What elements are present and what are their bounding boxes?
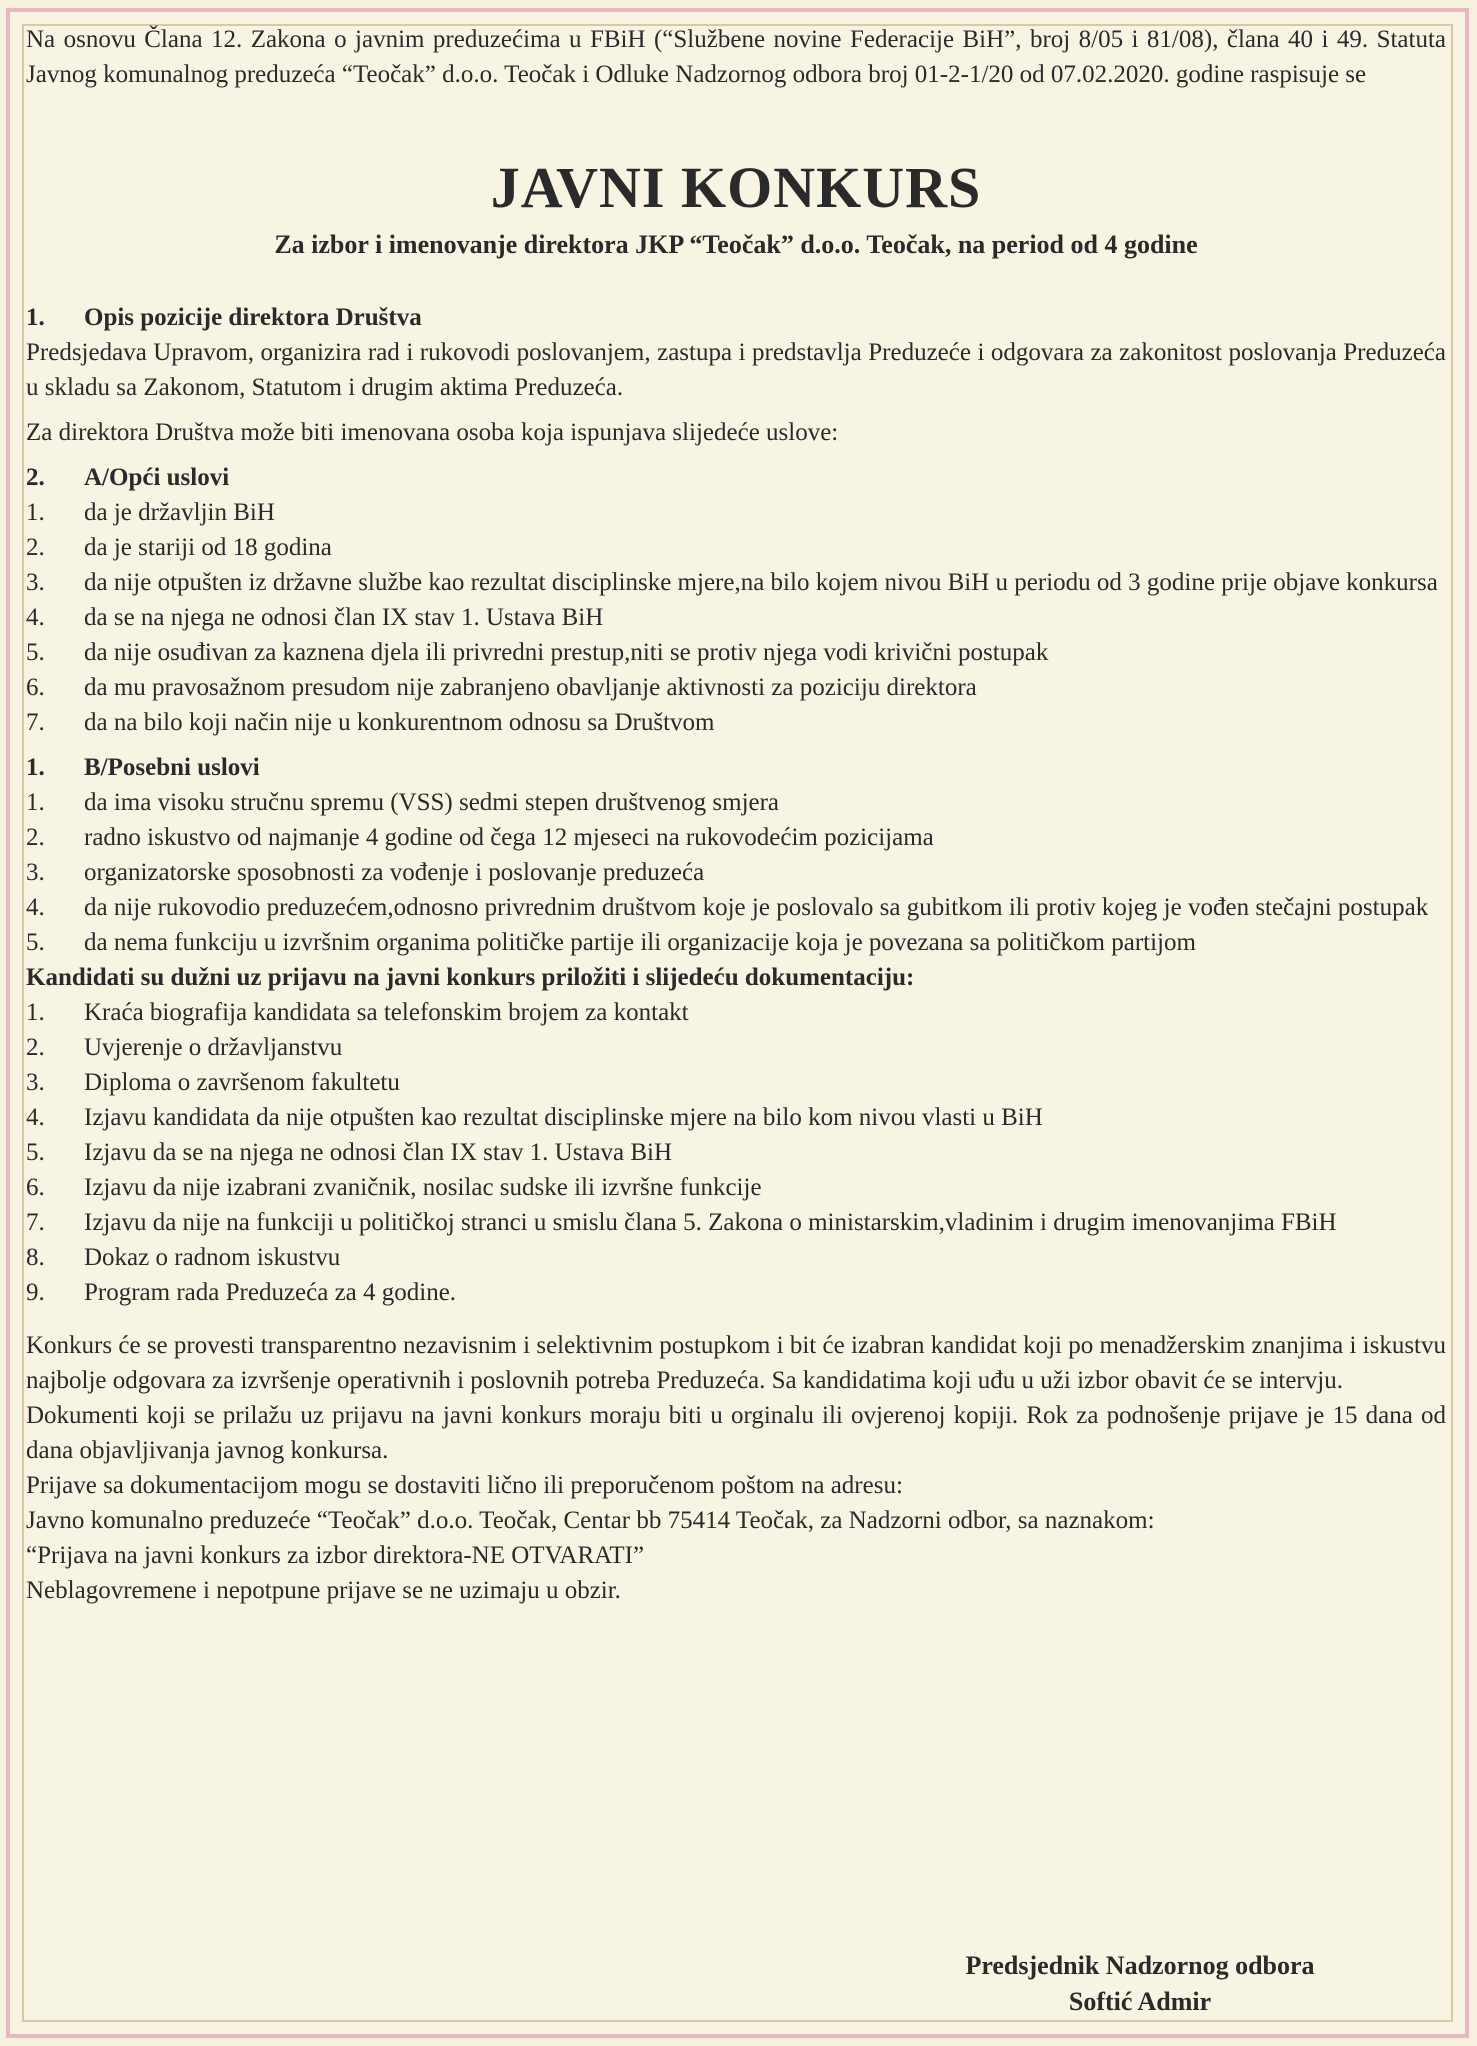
- list-item: 5. Izjavu da se na njega ne odnosi član IX stav 1. Ustava BiH: [26, 1139, 673, 1166]
- signature-role: Predsjednik Nadzornog odbora: [965, 1951, 1315, 1980]
- section-1-text: Predsjedava Upravom, organizira rad i rukovodi poslovanjem, zastupa i predstavlja Preduzeće i odgovara za zakonitost poslovanja Preduzeća u skladu sa Zakonom, Statutom i drugim aktima Preduzeća.: [26, 339, 1446, 401]
- closing-paragraph-2: Dokumenti koji se prilažu uz prijavu na javni konkurs moraju biti u orginalu ili ovjerenoj kopiji. Rok za podnošenje prijave je 15 dana od dana objavljivanja javnog konkursa.: [26, 1402, 1446, 1464]
- list-item: 4. da se na njega ne odnosi član IX stav 1. Ustava BiH: [26, 604, 604, 631]
- intro-paragraph: Na osnovu Člana 12. Zakona o javnim preduzećima u FBiH (“Službene novine Federacije BiH”, broj 8/05 i 81/08), člana 40 i 49. Statuta Javnog komunalnog preduzeća “Teočak” d.o.o. Teočak i Odluke Nadzornog odbora broj 01-2-1/20 od 07.02.2020. godine raspisuje se: [26, 26, 1446, 88]
- list-item: 3. da nije otpušten iz državne službe kao rezultat disciplinske mjere,na bilo kojem nivou BiH u periodu od 3 godine prije objave konkursa: [26, 569, 1438, 596]
- list-item: 1. Kraća biografija kandidata sa telefonskim brojem za kontakt: [26, 999, 689, 1026]
- list-item: 8. Dokaz o radnom iskustvu: [26, 1244, 341, 1271]
- document-body: [26, 22, 1446, 1608]
- list-item: 2. Uvjerenje o državljanstvu: [26, 1034, 343, 1061]
- documents-heading: Kandidati su dužni uz prijavu na javni konkurs priložiti i slijedeću dokumentaciju:: [26, 964, 915, 991]
- list-item: 4. Izjavu kandidata da nije otpušten kao rezultat disciplinske mjere na bilo kom nivou vlasti u BiH: [26, 1104, 1043, 1131]
- list-item: 9. Program rada Preduzeća za 4 godine.: [26, 1279, 457, 1306]
- documents-list: [26, 995, 1446, 1310]
- section-3-number: 1.: [26, 754, 45, 781]
- conditions-intro: Za direktora Društva može biti imenovana osoba koja ispunjava slijedeće uslove:: [26, 419, 839, 446]
- closing-block: [26, 1328, 1446, 1608]
- list-item: 6. da mu pravosažnom presudom nije zabranjeno obavljanje aktivnosti za poziciju direktora: [26, 674, 977, 701]
- signature-name: Softić Admir: [1068, 1987, 1212, 2016]
- list-item: 2. da je stariji od 18 godina: [26, 534, 332, 561]
- list-item: 3. organizatorske sposobnosti za vođenje i poslovanje preduzeća: [26, 859, 705, 886]
- section-2-heading: [26, 460, 1446, 495]
- section-1-heading: [26, 300, 1446, 335]
- section-3-heading: [26, 750, 1446, 785]
- general-conditions-list: [26, 495, 1446, 740]
- closing-paragraph-1: Konkurs će se provesti transparentno nezavisnim i selektivnim postupkom i bit će izabran kandidat koji po menadžerskim znanjima i iskustvu najbolje odgovara za izvršenje operativnih i poslovnih potreba Preduzeća. Sa kandidatima koji uđu u uži izbor obavit će se intervju.: [26, 1332, 1446, 1394]
- section-2-title: A/Opći uslovi: [84, 464, 230, 491]
- list-item: 2. radno iskustvo od najmanje 4 godine od čega 12 mjeseci na rukovodećim pozicijama: [26, 824, 934, 851]
- list-item: 5. da nije osuđivan za kaznena djela ili privredni prestup,niti se protiv njega vodi krivični postupak: [26, 639, 1049, 666]
- closing-paragraph-5: “Prijava na javni konkurs za izbor direktora-NE OTVARATI”: [26, 1542, 645, 1569]
- section-3-title: B/Posebni uslovi: [84, 754, 260, 781]
- list-item: 6. Izjavu da nije izabrani zvaničnik, nosilac sudske ili izvršne funkcije: [26, 1174, 762, 1201]
- list-item: 5. da nema funkciju u izvršnim organima političke partije ili organizacije koja je povezana sa političkom partijom: [26, 929, 1196, 956]
- section-1-title: Opis pozicije direktora Društva: [84, 304, 422, 331]
- special-conditions-list: [26, 785, 1446, 960]
- signature-block: [920, 1948, 1360, 2020]
- page-subtitle: Za izbor i imenovanje direktora JKP “Teočak” d.o.o. Teočak, na period od 4 godine: [274, 230, 1198, 259]
- list-item: 4. da nije rukovodio preduzećem,odnosno privrednim društvom koje je poslovalo sa gubitkom ili protiv kojeg je vođen stečajni postupak: [26, 894, 1429, 921]
- section-1-number: 1.: [26, 304, 45, 331]
- list-item: 3. Diploma o završenom fakultetu: [26, 1069, 400, 1096]
- list-item: 7. da na bilo koji način nije u konkurentnom odnosu sa Društvom: [26, 709, 715, 736]
- list-item: 1. da ima visoku stručnu spremu (VSS) sedmi stepen društvenog smjera: [26, 789, 780, 816]
- section-2-number: 2.: [26, 464, 45, 491]
- closing-paragraph-6: Neblagovremene i nepotpune prijave se ne uzimaju u obzir.: [26, 1577, 621, 1604]
- page-title: JAVNI KONKURS: [490, 155, 982, 220]
- list-item: 7. Izjavu da nije na funkciji u političkoj stranci u smislu člana 5. Zakona o ministarskim,vladinim i drugim imenovanjima FBiH: [26, 1209, 1337, 1236]
- closing-paragraph-3: Prijave sa dokumentacijom mogu se dostaviti lično ili preporučenom poštom na adresu:: [26, 1472, 903, 1499]
- closing-paragraph-4: Javno komunalno preduzeće “Teočak” d.o.o. Teočak, Centar bb 75414 Teočak, za Nadzorni odbor, sa naznakom:: [26, 1507, 1155, 1534]
- list-item: 1. da je državljin BiH: [26, 499, 275, 526]
